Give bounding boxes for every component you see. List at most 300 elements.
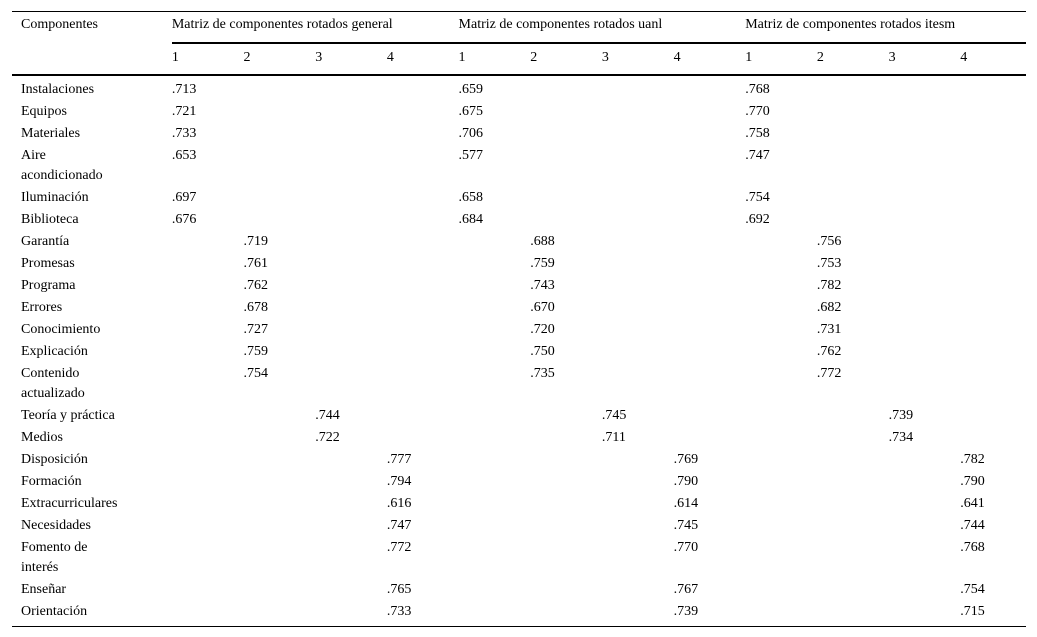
loading-cell <box>960 296 1026 318</box>
loading-cell <box>315 296 387 318</box>
loading-cell: .782 <box>960 452 985 467</box>
loading-cell <box>387 404 459 426</box>
loading-cell: .759 <box>243 344 269 359</box>
row-label: Formación <box>21 474 82 489</box>
loading-cell <box>674 252 746 274</box>
loading-cell: .745 <box>673 518 699 533</box>
subheader-itesm-3: 3 <box>889 43 961 75</box>
loading-cell <box>889 492 961 514</box>
loading-cell <box>172 362 244 404</box>
loading-cell <box>745 426 817 448</box>
loading-cell <box>459 362 531 404</box>
loading-cell <box>602 186 674 208</box>
loading-cell <box>889 208 961 230</box>
loading-cell <box>960 404 1026 426</box>
subheader-uanl-3: 3 <box>602 43 674 75</box>
loading-cell <box>817 578 889 600</box>
loading-cell <box>172 426 244 448</box>
table-row <box>12 100 1026 122</box>
loading-cell <box>172 448 244 470</box>
loading-cell <box>960 318 1026 340</box>
loading-cell: .720 <box>530 322 555 337</box>
loading-cell: .765 <box>386 582 412 597</box>
loading-cell: .721 <box>171 104 197 119</box>
loading-cell: .682 <box>816 300 842 315</box>
loading-cell: .754 <box>960 582 985 597</box>
table-row <box>12 208 1026 230</box>
loading-cell <box>745 492 817 514</box>
subheader-uanl-1: 1 <box>459 43 531 75</box>
loading-cell <box>889 578 961 600</box>
loading-cell <box>387 362 459 404</box>
subheader-itesm-2: 2 <box>817 43 889 75</box>
loading-cell <box>889 186 961 208</box>
loading-cell <box>387 252 459 274</box>
loading-cell <box>817 492 889 514</box>
loading-cell <box>315 470 387 492</box>
loading-cell <box>530 208 602 230</box>
loading-cell <box>889 600 961 627</box>
row-label: Contenido actualizado <box>21 366 85 401</box>
loading-cell <box>315 536 387 578</box>
loading-cell <box>387 318 459 340</box>
loading-cell <box>172 404 244 426</box>
table-row <box>12 578 1026 600</box>
loading-cell: .759 <box>530 256 555 271</box>
table-row <box>12 514 1026 536</box>
loading-cell <box>315 448 387 470</box>
loading-cell: .747 <box>745 148 770 163</box>
loading-cell <box>960 208 1026 230</box>
loading-cell <box>172 600 244 627</box>
table-row <box>12 492 1026 514</box>
loading-cell: .782 <box>816 278 842 293</box>
loading-cell <box>315 208 387 230</box>
header-group-uanl: Matriz de componentes rotados uanl <box>459 12 746 43</box>
loading-cell <box>172 578 244 600</box>
loading-cell <box>244 100 316 122</box>
loading-cell <box>889 144 961 186</box>
loading-cell <box>244 600 316 627</box>
table-row <box>12 600 1026 627</box>
loading-cell <box>674 426 746 448</box>
row-label: Fomento de interés <box>21 540 88 575</box>
loading-cell <box>960 75 1026 100</box>
loading-cell <box>315 318 387 340</box>
loading-cell <box>387 340 459 362</box>
loading-cell <box>674 186 746 208</box>
loading-cell: .719 <box>243 234 269 249</box>
loading-cell <box>602 230 674 252</box>
loading-cell <box>172 536 244 578</box>
loading-cell <box>244 75 316 100</box>
loading-cell: .711 <box>601 430 626 445</box>
loading-cell: .768 <box>960 540 985 555</box>
subheader-itesm-1: 1 <box>745 43 817 75</box>
loading-cell <box>674 362 746 404</box>
loading-cell <box>530 100 602 122</box>
loading-cell: .641 <box>960 496 985 511</box>
loading-cell <box>459 536 531 578</box>
loading-cell <box>745 318 817 340</box>
table-row <box>12 470 1026 492</box>
loading-cell: .722 <box>315 430 340 445</box>
loading-cell <box>674 75 746 100</box>
loading-cell <box>889 318 961 340</box>
loading-cell <box>315 122 387 144</box>
loading-cell <box>172 318 244 340</box>
loading-cell <box>960 362 1026 404</box>
loading-cell: .715 <box>960 600 1026 627</box>
loading-cell <box>960 426 1026 448</box>
loading-cell <box>459 600 531 627</box>
loading-cell <box>459 340 531 362</box>
loading-cell <box>602 252 674 274</box>
loading-cell: .756 <box>816 234 842 249</box>
row-label: Promesas <box>21 256 75 271</box>
subheader-uanl-2: 2 <box>530 43 602 75</box>
row-label: Enseñar <box>21 582 67 597</box>
loading-cell <box>459 448 531 470</box>
loading-cell <box>602 318 674 340</box>
loading-cell <box>960 340 1026 362</box>
loading-cell <box>244 448 316 470</box>
loading-cell <box>960 100 1026 122</box>
loading-cell: .743 <box>530 278 555 293</box>
loading-cell <box>674 274 746 296</box>
loading-cell <box>459 252 531 274</box>
loading-cell <box>889 514 961 536</box>
loading-cell <box>960 274 1026 296</box>
loading-cell <box>315 578 387 600</box>
loading-cell <box>530 536 602 578</box>
loading-cell <box>530 492 602 514</box>
row-label: Extracurriculares <box>21 496 118 511</box>
loading-cell <box>745 296 817 318</box>
loading-cell <box>602 536 674 578</box>
table-row <box>12 404 1026 426</box>
loading-cell <box>172 492 244 514</box>
loading-cell <box>889 340 961 362</box>
row-label: Orientación <box>12 600 172 627</box>
loading-cell <box>889 230 961 252</box>
loading-cell <box>244 578 316 600</box>
loading-cell <box>745 578 817 600</box>
loading-cell <box>387 208 459 230</box>
loading-cell: .614 <box>673 496 699 511</box>
table-row <box>12 362 1026 404</box>
loading-cell <box>817 122 889 144</box>
subheader-itesm-4: 4 <box>960 43 1026 75</box>
loading-cell <box>459 230 531 252</box>
loading-cell <box>459 578 531 600</box>
loading-cell: .731 <box>816 322 842 337</box>
loading-cell: .754 <box>745 190 770 205</box>
loading-cell: .692 <box>745 212 770 227</box>
row-label: Necesidades <box>21 518 91 533</box>
table-row <box>12 186 1026 208</box>
loading-cell: .753 <box>816 256 842 271</box>
loading-cell: .653 <box>171 148 197 163</box>
table-row <box>12 274 1026 296</box>
loading-cell: .772 <box>386 540 412 555</box>
loading-cell <box>530 186 602 208</box>
loading-cell <box>889 448 961 470</box>
row-label: Garantía <box>21 234 70 249</box>
loading-cell: .735 <box>530 366 555 381</box>
loading-cell <box>817 470 889 492</box>
row-label: Aire acondicionado <box>21 148 103 183</box>
loading-cell <box>817 426 889 448</box>
loading-cell <box>244 492 316 514</box>
table-row <box>12 144 1026 186</box>
row-label: Errores <box>21 300 63 315</box>
loading-cell <box>817 75 889 100</box>
header-componentes: Componentes <box>21 17 98 32</box>
loading-cell <box>387 144 459 186</box>
loading-cell <box>817 186 889 208</box>
loading-cell <box>459 404 531 426</box>
loading-cell <box>387 122 459 144</box>
loading-cell <box>960 252 1026 274</box>
loading-cell <box>602 100 674 122</box>
loading-cell <box>960 230 1026 252</box>
loading-cell: .727 <box>243 322 269 337</box>
loading-cell <box>530 404 602 426</box>
loading-cell: .772 <box>816 366 842 381</box>
loading-cell <box>244 186 316 208</box>
loading-cell <box>530 122 602 144</box>
loading-cell <box>530 75 602 100</box>
loading-cell <box>387 75 459 100</box>
loading-cell <box>530 578 602 600</box>
loading-cell <box>602 492 674 514</box>
loading-cell <box>530 514 602 536</box>
loading-cell <box>745 252 817 274</box>
header-group-itesm: Matriz de componentes rotados itesm <box>745 12 1026 43</box>
row-label: Iluminación <box>21 190 89 205</box>
loading-cell <box>315 100 387 122</box>
loading-cell <box>889 536 961 578</box>
loading-cell <box>602 340 674 362</box>
loading-cell <box>889 274 961 296</box>
loading-cell: .750 <box>530 344 555 359</box>
loading-cell <box>674 144 746 186</box>
loading-cell: .675 <box>458 104 484 119</box>
loading-cell <box>315 144 387 186</box>
loading-cell: .676 <box>171 212 197 227</box>
loading-cell <box>244 144 316 186</box>
loading-cell <box>960 144 1026 186</box>
loading-cell <box>817 144 889 186</box>
loading-cell: .767 <box>673 582 699 597</box>
loading-cell <box>459 426 531 448</box>
row-label: Programa <box>21 278 76 293</box>
loading-cell: .770 <box>745 104 770 119</box>
loading-cell: .659 <box>458 82 484 97</box>
loading-cell: .761 <box>243 256 269 271</box>
loading-cell <box>602 75 674 100</box>
loading-cell <box>530 144 602 186</box>
table-row <box>12 536 1026 578</box>
loading-cell: .745 <box>601 408 627 423</box>
loading-cell <box>172 252 244 274</box>
loading-cell <box>530 426 602 448</box>
loading-cell: .758 <box>745 126 770 141</box>
loading-cell: .790 <box>673 474 699 489</box>
loading-cell <box>244 536 316 578</box>
loading-cell <box>315 492 387 514</box>
loading-cell <box>674 208 746 230</box>
loading-cell <box>889 100 961 122</box>
table-row <box>12 426 1026 448</box>
loading-cell <box>745 340 817 362</box>
header-group-general: Matriz de componentes rotados general <box>172 12 459 43</box>
loading-cell <box>960 122 1026 144</box>
loading-cell: .739 <box>674 600 746 627</box>
loading-cell <box>817 208 889 230</box>
loading-cell <box>602 470 674 492</box>
loading-cell <box>387 274 459 296</box>
loading-cell: .762 <box>816 344 842 359</box>
loading-cell <box>387 296 459 318</box>
loading-cell: .706 <box>458 126 484 141</box>
loading-cell <box>315 274 387 296</box>
loading-cell <box>817 448 889 470</box>
loading-cell <box>602 600 674 627</box>
row-label: Disposición <box>21 452 88 467</box>
loading-cell <box>602 122 674 144</box>
loading-cell <box>602 362 674 404</box>
loading-cell <box>459 274 531 296</box>
loading-cell <box>244 470 316 492</box>
loading-cell <box>674 318 746 340</box>
loading-cell: .697 <box>171 190 197 205</box>
loading-cell: .670 <box>530 300 555 315</box>
loading-cell: .577 <box>458 148 484 163</box>
loading-cell <box>889 470 961 492</box>
subheader-general-1: 1 <box>172 43 244 75</box>
loading-cell <box>459 470 531 492</box>
loading-cell <box>315 75 387 100</box>
subheader-uanl-4: 4 <box>674 43 746 75</box>
loading-cell: .744 <box>960 518 985 533</box>
table-row <box>12 296 1026 318</box>
subheader-general-3: 3 <box>315 43 387 75</box>
row-label: Biblioteca <box>21 212 79 227</box>
loading-cell <box>889 362 961 404</box>
loading-cell <box>172 514 244 536</box>
loading-cell: .768 <box>745 82 770 97</box>
loading-cell <box>817 600 889 627</box>
table-row <box>12 448 1026 470</box>
loading-cell <box>817 100 889 122</box>
loading-cell <box>387 426 459 448</box>
loading-cell <box>602 514 674 536</box>
rotated-component-matrix-table <box>12 11 1026 627</box>
loading-cell <box>387 230 459 252</box>
loading-cell <box>315 252 387 274</box>
loading-cell: .734 <box>888 430 914 445</box>
table-row <box>12 252 1026 274</box>
loading-cell <box>459 514 531 536</box>
loading-cell <box>745 536 817 578</box>
row-label: Materiales <box>21 126 81 141</box>
loading-cell <box>602 578 674 600</box>
loading-cell: .762 <box>243 278 269 293</box>
loading-cell: .688 <box>530 234 555 249</box>
row-label: Explicación <box>21 344 88 359</box>
loading-cell <box>315 186 387 208</box>
loading-cell <box>745 230 817 252</box>
loading-cell <box>674 340 746 362</box>
row-label: Medios <box>21 430 63 445</box>
loading-cell <box>530 448 602 470</box>
loading-cell <box>315 514 387 536</box>
loading-cell <box>889 122 961 144</box>
loading-cell <box>530 600 602 627</box>
loading-cell <box>674 404 746 426</box>
loading-cell <box>459 318 531 340</box>
loading-cell: .754 <box>243 366 269 381</box>
loading-cell: .713 <box>171 82 197 97</box>
loading-cell <box>315 340 387 362</box>
loading-cell <box>817 404 889 426</box>
loading-cell <box>745 514 817 536</box>
loading-cell <box>817 536 889 578</box>
loading-cell <box>745 362 817 404</box>
loading-cell: .616 <box>386 496 412 511</box>
loading-cell: .794 <box>386 474 412 489</box>
loading-cell: .684 <box>458 212 484 227</box>
loading-cell: .733 <box>171 126 197 141</box>
loading-cell: .790 <box>960 474 985 489</box>
table-row <box>12 230 1026 252</box>
subheader-general-2: 2 <box>244 43 316 75</box>
loading-cell: .733 <box>387 600 459 627</box>
loading-cell <box>674 122 746 144</box>
loading-cell <box>602 448 674 470</box>
loading-cell <box>172 296 244 318</box>
loading-cell <box>172 274 244 296</box>
loading-cell: .769 <box>673 452 699 467</box>
loading-cell <box>674 296 746 318</box>
loading-cell <box>817 514 889 536</box>
loading-cell <box>745 600 817 627</box>
loading-cell <box>602 296 674 318</box>
loading-cell <box>745 448 817 470</box>
loading-cell <box>244 404 316 426</box>
loading-cell: .777 <box>386 452 412 467</box>
loading-cell <box>889 252 961 274</box>
table-row <box>12 122 1026 144</box>
loading-cell <box>172 230 244 252</box>
row-label: Instalaciones <box>21 82 95 97</box>
loading-cell <box>244 122 316 144</box>
loading-cell <box>387 186 459 208</box>
loading-cell <box>315 600 387 627</box>
loading-cell: .739 <box>888 408 914 423</box>
table-row <box>12 318 1026 340</box>
row-label: Equipos <box>21 104 67 119</box>
subheader-general-4: 4 <box>387 43 459 75</box>
loading-cell: .678 <box>243 300 269 315</box>
loading-cell <box>889 296 961 318</box>
loading-cell: .744 <box>315 408 340 423</box>
loading-cell <box>674 100 746 122</box>
loading-cell <box>315 362 387 404</box>
loading-cell <box>745 404 817 426</box>
